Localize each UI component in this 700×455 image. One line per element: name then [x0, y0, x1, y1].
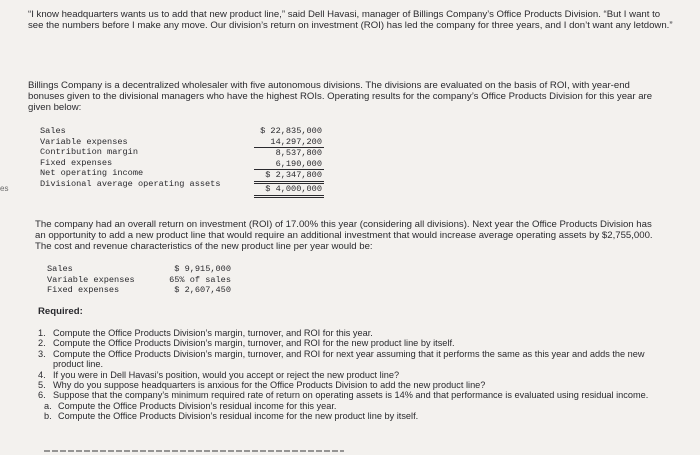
- division-row-label: Net operating income: [40, 168, 144, 179]
- new-line-row-label: Fixed expenses: [47, 285, 120, 296]
- question-item: [38, 380, 658, 390]
- division-row-value: 6,190,000: [254, 159, 324, 171]
- question-subitem: [38, 411, 658, 421]
- new-line-row-value: $ 9,915,000: [174, 264, 231, 274]
- question-number: 1.: [38, 328, 46, 338]
- division-row-value: 14,297,200: [254, 137, 324, 149]
- division-results-labels: [40, 126, 221, 190]
- cut-off-text-line: [44, 448, 344, 455]
- question-text: Compute the Office Products Division’s margin, turnover, and ROI for the new product line by itself.: [53, 338, 455, 349]
- division-row-label: Divisional average operating assets: [40, 178, 221, 189]
- new-line-row-label: Sales: [47, 264, 73, 274]
- quote-paragraph: “I know headquarters wants us to add that new product line,” said Dell Havasi, manager of Billings Company’s Office Products Division. “But I want to see the numbers before I make any move. Our division’s return on investment (ROI) has led the company for three years, and I don’t want any letdown.”: [28, 9, 673, 31]
- division-row-value: $ 2,347,800: [254, 170, 324, 184]
- question-text: Why do you suppose headquarters is anxious for the Office Products Division to add the new product line?: [53, 380, 486, 391]
- question-text: Compute the Office Products Division’s margin, turnover, and ROI for next year assuming that it performs the same as this year and adds the new product line.: [53, 348, 645, 370]
- question-text: Compute the Office Products Division’s residual income for this year.: [58, 400, 337, 411]
- intro-paragraph: Billings Company is a decentralized wholesaler with five autonomous divisions. The divisions are evaluated on the basis of ROI, with year-end bonuses given to the divisional managers who have the highest ROIs. Operating results for the company’s Office Products Division for this year are given below:: [28, 80, 653, 113]
- new-line-row-value: $ 2,607,450: [174, 285, 231, 296]
- question-number: b.: [44, 411, 52, 422]
- new-line-values: [165, 264, 231, 296]
- division-row-label: Contribution margin: [40, 147, 138, 158]
- new-line-labels: [47, 264, 135, 296]
- question-number: 2.: [38, 338, 46, 349]
- required-heading: Required:: [38, 306, 83, 317]
- question-list: [38, 328, 658, 422]
- division-row-value: 8,537,800: [275, 148, 322, 159]
- question-item: [38, 338, 658, 348]
- question-number: 6.: [38, 390, 46, 401]
- question-item: [38, 390, 658, 400]
- question-text: Suppose that the company’s minimum required rate of return on operating assets is 14% and that performance is evaluated using residual income.: [53, 390, 649, 401]
- new-line-row-value: 65% of sales: [169, 274, 231, 285]
- edge-mark-text: es: [0, 184, 9, 193]
- question-number: 4.: [38, 369, 46, 380]
- division-row-value: $ 22,835,000: [260, 126, 322, 136]
- question-text: Compute the Office Products Division’s residual income for the new product line by itself.: [58, 411, 419, 422]
- division-row-value: $ 4,000,000: [254, 184, 324, 198]
- question-item: [38, 349, 658, 370]
- question-number: a.: [44, 400, 52, 411]
- division-row-label: Variable expenses: [40, 136, 128, 147]
- overall-roi-paragraph: The company had an overall return on investment (ROI) of 17.00% this year (considering all divisions). Next year the Office Products Division has an opportunity to add a new product line that would require an additional investment that would increase average operating assets by $2,755,000. The cost and revenue characteristics of the new product line per year would be:: [35, 219, 653, 252]
- cut-off-text-fragment: [44, 450, 344, 452]
- division-row-label: Fixed expenses: [40, 157, 113, 168]
- question-subitem: [38, 401, 658, 411]
- question-number: 5.: [38, 380, 46, 391]
- question-item: [38, 328, 658, 338]
- division-results-values: [254, 126, 324, 198]
- question-item: [38, 370, 658, 380]
- question-text: If you were in Dell Havasi’s position, would you accept or reject the new product line?: [53, 369, 400, 380]
- question-number: 3.: [38, 348, 46, 359]
- question-text: Compute the Office Products Division’s margin, turnover, and ROI for this year.: [53, 328, 373, 338]
- division-row-label: Sales: [40, 126, 66, 136]
- new-line-row-label: Variable expenses: [47, 274, 135, 285]
